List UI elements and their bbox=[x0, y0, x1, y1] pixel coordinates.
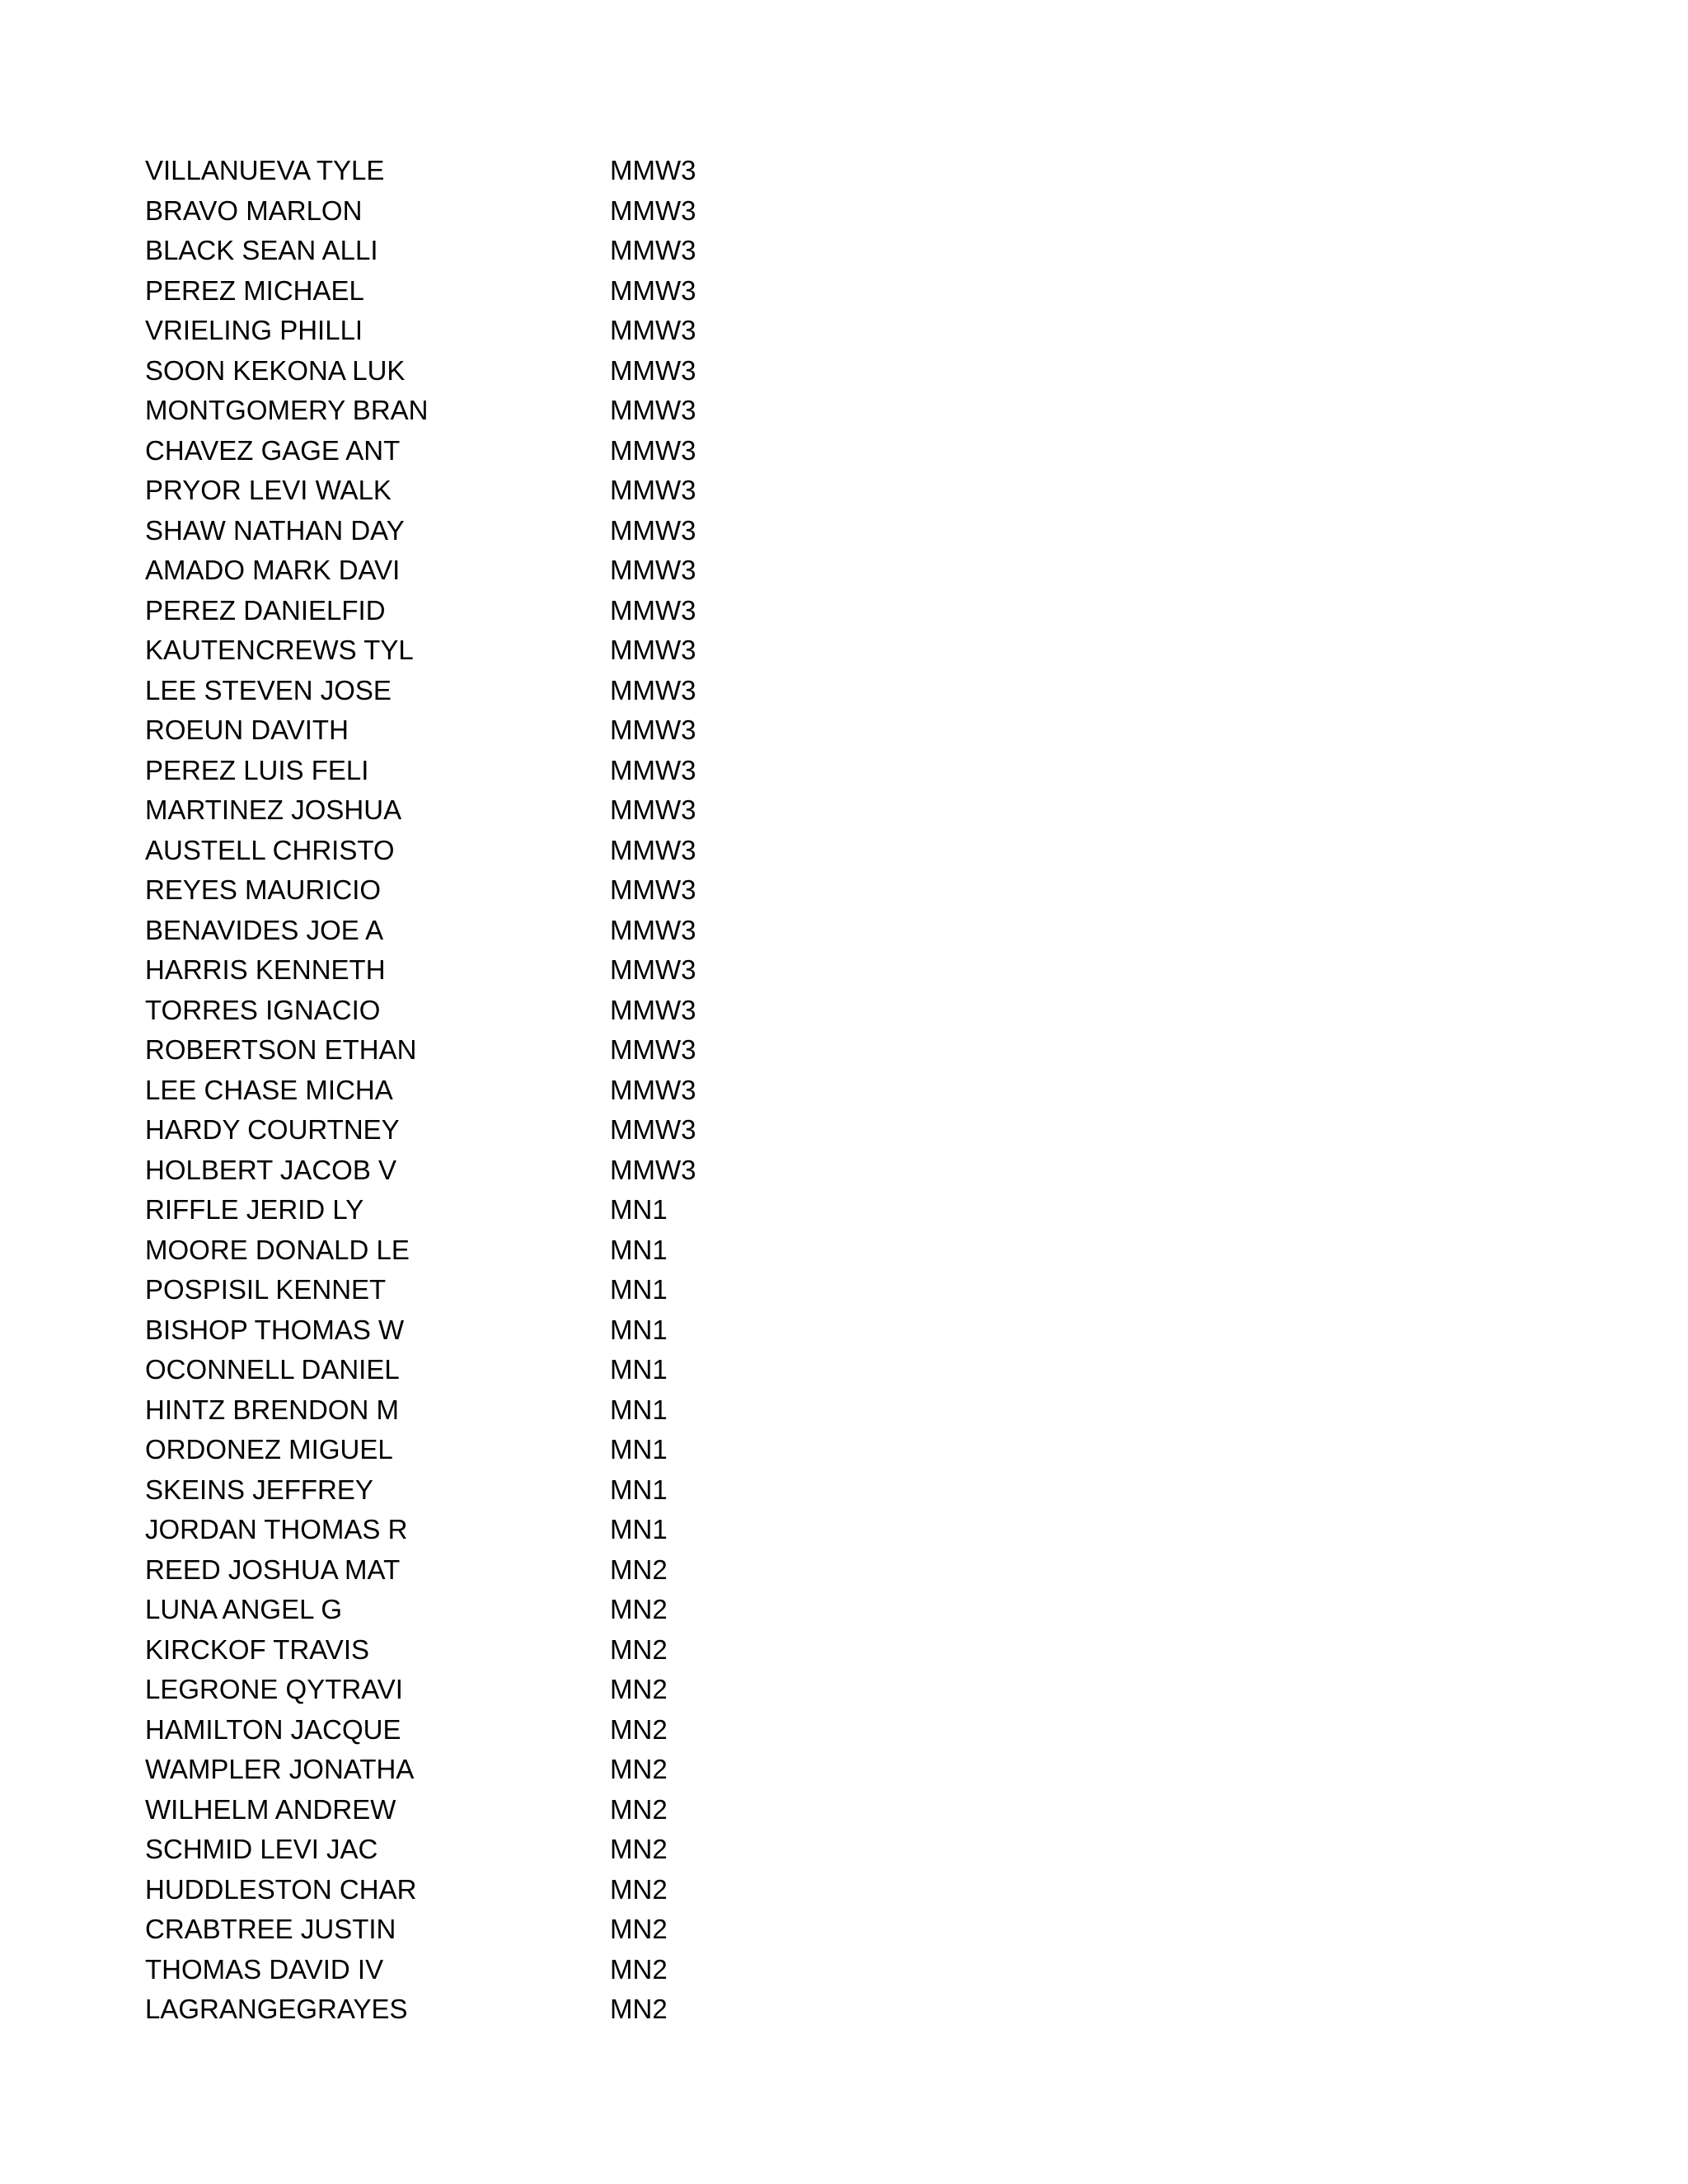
rate-code: MMW3 bbox=[610, 674, 696, 705]
roster-row bbox=[145, 271, 887, 312]
rate-code: MMW3 bbox=[610, 914, 696, 945]
roster-row bbox=[145, 1670, 887, 1710]
person-name: OCONNELL DANIEL bbox=[145, 1354, 400, 1385]
person-name: ORDONEZ MIGUEL bbox=[145, 1434, 393, 1465]
roster-row bbox=[145, 1270, 887, 1310]
person-name: VRIELING PHILLI bbox=[145, 315, 363, 345]
roster-row bbox=[145, 831, 887, 871]
roster-row bbox=[145, 351, 887, 391]
person-name: LAGRANGEGRAYES bbox=[145, 1994, 408, 2024]
roster-row bbox=[145, 1030, 887, 1071]
roster-row bbox=[145, 950, 887, 991]
rate-code: MN1 bbox=[610, 1434, 668, 1465]
person-name: REED JOSHUA MAT bbox=[145, 1554, 401, 1585]
roster-row bbox=[145, 1990, 887, 2030]
roster-list bbox=[145, 151, 887, 2030]
person-name: MARTINEZ JOSHUA bbox=[145, 794, 402, 825]
person-name: PEREZ LUIS FELI bbox=[145, 754, 369, 785]
person-name: HOLBERT JACOB V bbox=[145, 1154, 397, 1185]
roster-row bbox=[145, 151, 887, 191]
rate-code: MN2 bbox=[610, 1554, 668, 1585]
person-name: CHAVEZ GAGE ANT bbox=[145, 434, 401, 466]
person-name: ROEUN DAVITH bbox=[145, 715, 349, 745]
person-name: PEREZ MICHAEL bbox=[145, 274, 364, 306]
rate-code: MMW3 bbox=[610, 1114, 696, 1145]
roster-row bbox=[145, 1151, 887, 1191]
roster-row bbox=[145, 630, 887, 671]
person-name: SKEINS JEFFREY bbox=[145, 1474, 373, 1505]
person-name: LEE CHASE MICHA bbox=[145, 1074, 393, 1105]
roster-row bbox=[145, 1430, 887, 1470]
person-name: HUDDLESTON CHAR bbox=[145, 1873, 417, 1905]
roster-row bbox=[145, 511, 887, 551]
person-name: KIRCKOF TRAVIS bbox=[145, 1633, 369, 1665]
rate-code: MN2 bbox=[610, 1914, 668, 1944]
roster-row bbox=[145, 1710, 887, 1750]
rate-code: MN2 bbox=[610, 1873, 668, 1905]
person-name: LEE STEVEN JOSE bbox=[145, 674, 392, 705]
roster-row bbox=[145, 1590, 887, 1630]
roster-row bbox=[145, 1071, 887, 1111]
person-name: BRAVO MARLON bbox=[145, 194, 363, 226]
person-name: SCHMID LEVI JAC bbox=[145, 1834, 378, 1864]
person-name: WILHELM ANDREW bbox=[145, 1793, 396, 1825]
rate-code: MN2 bbox=[610, 1713, 668, 1745]
person-name: JORDAN THOMAS R bbox=[145, 1514, 408, 1544]
rate-code: MMW3 bbox=[610, 794, 696, 825]
roster-row bbox=[145, 790, 887, 831]
rate-code: MMW3 bbox=[610, 475, 696, 505]
roster-row bbox=[145, 751, 887, 791]
rate-code: MMW3 bbox=[610, 514, 696, 546]
person-name: BISHOP THOMAS W bbox=[145, 1314, 405, 1345]
rate-code: MN1 bbox=[610, 1394, 668, 1425]
roster-row bbox=[145, 710, 887, 751]
rate-code: MMW3 bbox=[610, 434, 696, 466]
rate-code: MN2 bbox=[610, 1633, 668, 1665]
rate-code: MMW3 bbox=[610, 1074, 696, 1105]
roster-row bbox=[145, 671, 887, 711]
rate-code: MMW3 bbox=[610, 635, 696, 665]
roster-row bbox=[145, 391, 887, 431]
rate-code: MN2 bbox=[610, 1834, 668, 1864]
rate-code: MMW3 bbox=[610, 834, 696, 865]
rate-code: MMW3 bbox=[610, 235, 696, 265]
person-name: AMADO MARK DAVI bbox=[145, 555, 401, 585]
person-name: TORRES IGNACIO bbox=[145, 994, 381, 1025]
rate-code: MN1 bbox=[610, 1474, 668, 1505]
rate-code: MN1 bbox=[610, 1354, 668, 1385]
roster-row bbox=[145, 1510, 887, 1550]
roster-row bbox=[145, 991, 887, 1031]
roster-row bbox=[145, 1190, 887, 1230]
person-name: THOMAS DAVID IV bbox=[145, 1953, 384, 1985]
person-name: ROBERTSON ETHAN bbox=[145, 1034, 417, 1065]
rate-code: MN2 bbox=[610, 1594, 668, 1624]
roster-row bbox=[145, 1830, 887, 1870]
person-name: HAMILTON JACQUE bbox=[145, 1713, 401, 1745]
person-name: PEREZ DANIELFID bbox=[145, 594, 386, 626]
rate-code: MMW3 bbox=[610, 994, 696, 1025]
roster-row bbox=[145, 1550, 887, 1591]
rate-code: MMW3 bbox=[610, 754, 696, 785]
roster-row bbox=[145, 1110, 887, 1151]
roster-row bbox=[145, 1630, 887, 1671]
person-name: SOON KEKONA LUK bbox=[145, 354, 406, 386]
roster-row bbox=[145, 431, 887, 471]
rate-code: MMW3 bbox=[610, 395, 696, 425]
roster-row bbox=[145, 231, 887, 271]
rate-code: MMW3 bbox=[610, 594, 696, 626]
person-name: KAUTENCREWS TYL bbox=[145, 635, 414, 665]
person-name: PRYOR LEVI WALK bbox=[145, 475, 392, 505]
rate-code: MN1 bbox=[610, 1314, 668, 1345]
roster-row bbox=[145, 1870, 887, 1910]
person-name: HARDY COURTNEY bbox=[145, 1114, 400, 1145]
rate-code: MMW3 bbox=[610, 555, 696, 585]
roster-row bbox=[145, 1350, 887, 1390]
roster-row bbox=[145, 1470, 887, 1511]
person-name: BENAVIDES JOE A bbox=[145, 914, 384, 945]
person-name: HARRIS KENNETH bbox=[145, 954, 386, 985]
rate-code: MN2 bbox=[610, 1754, 668, 1784]
roster-row bbox=[145, 870, 887, 911]
roster-row bbox=[145, 1390, 887, 1431]
person-name: HINTZ BRENDON M bbox=[145, 1394, 399, 1425]
person-name: MOORE DONALD LE bbox=[145, 1234, 410, 1265]
rate-code: MN1 bbox=[610, 1234, 668, 1265]
rate-code: MN1 bbox=[610, 1514, 668, 1544]
person-name: AUSTELL CHRISTO bbox=[145, 834, 395, 865]
roster-row bbox=[145, 911, 887, 951]
roster-row bbox=[145, 1750, 887, 1790]
rate-code: MN1 bbox=[610, 1194, 668, 1225]
rate-code: MN2 bbox=[610, 1953, 668, 1985]
rate-code: MN2 bbox=[610, 1994, 668, 2024]
rate-code: MMW3 bbox=[610, 874, 696, 905]
rate-code: MMW3 bbox=[610, 1034, 696, 1065]
roster-row bbox=[145, 1910, 887, 1950]
roster-row bbox=[145, 471, 887, 511]
rate-code: MMW3 bbox=[610, 954, 696, 985]
rate-code: MMW3 bbox=[610, 354, 696, 386]
person-name: MONTGOMERY BRAN bbox=[145, 395, 429, 425]
person-name: RIFFLE JERID LY bbox=[145, 1194, 364, 1225]
roster-row bbox=[145, 1230, 887, 1271]
rate-code: MMW3 bbox=[610, 315, 696, 345]
person-name: REYES MAURICIO bbox=[145, 874, 382, 905]
roster-row bbox=[145, 1790, 887, 1830]
rate-code: MMW3 bbox=[610, 194, 696, 226]
rate-code: MN2 bbox=[610, 1674, 668, 1704]
rate-code: MN1 bbox=[610, 1274, 668, 1305]
person-name: BLACK SEAN ALLI bbox=[145, 235, 378, 265]
person-name: LUNA ANGEL G bbox=[145, 1594, 343, 1624]
rate-code: MN2 bbox=[610, 1793, 668, 1825]
person-name: VILLANUEVA TYLE bbox=[145, 155, 385, 185]
roster-row bbox=[145, 551, 887, 591]
roster-row bbox=[145, 1950, 887, 1990]
rate-code: MMW3 bbox=[610, 274, 696, 306]
person-name: SHAW NATHAN DAY bbox=[145, 514, 405, 546]
roster-row bbox=[145, 311, 887, 351]
rate-code: MMW3 bbox=[610, 1154, 696, 1185]
roster-row bbox=[145, 1310, 887, 1351]
rate-code: MMW3 bbox=[610, 715, 696, 745]
roster-row bbox=[145, 191, 887, 232]
rate-code: MMW3 bbox=[610, 155, 696, 185]
person-name: POSPISIL KENNET bbox=[145, 1274, 387, 1305]
roster-row bbox=[145, 591, 887, 631]
person-name: WAMPLER JONATHA bbox=[145, 1754, 415, 1784]
person-name: CRABTREE JUSTIN bbox=[145, 1914, 396, 1944]
person-name: LEGRONE QYTRAVI bbox=[145, 1674, 403, 1704]
